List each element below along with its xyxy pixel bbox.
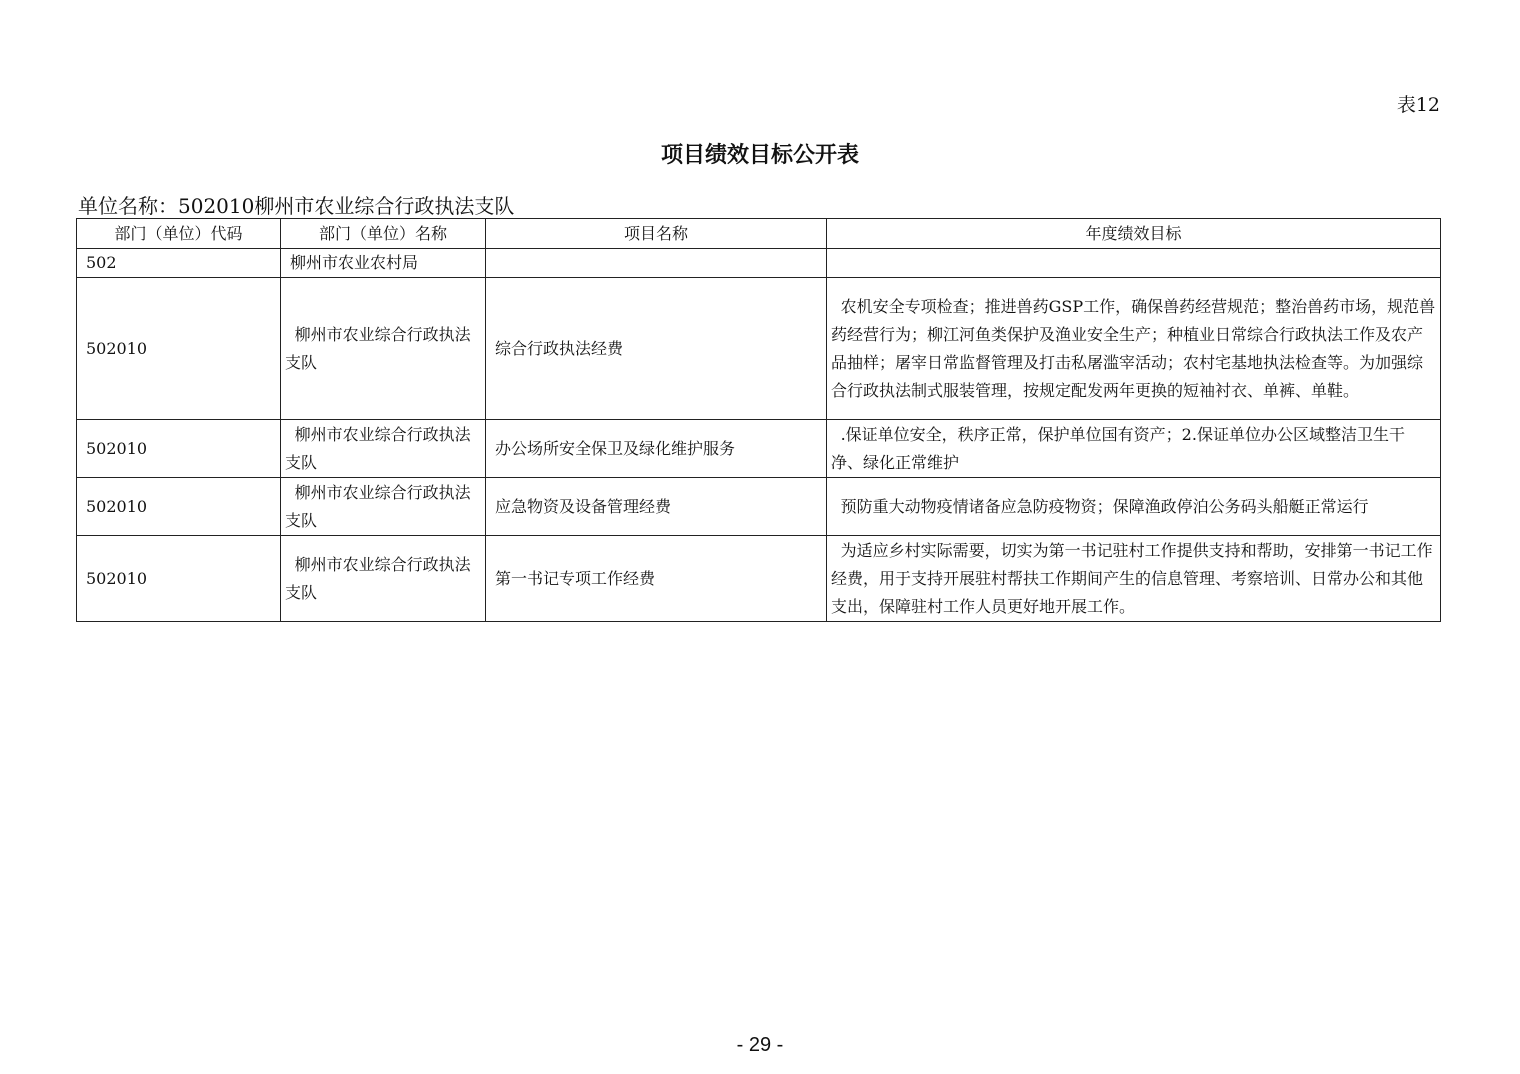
cell-annual-goal: 为适应乡村实际需要，切实为第一书记驻村工作提供支持和帮助，安排第一书记工作经费，用于支持开展驻村帮扶工作期间产生的信息管理、考察培训、日常办公和其他支出，保障驻村工作人员更好地开展工作。 xyxy=(827,536,1441,622)
table-row xyxy=(77,478,1441,536)
table-row xyxy=(77,536,1441,622)
unit-name-line: 单位名称：502010柳州市农业综合行政执法支队 xyxy=(78,194,515,218)
table-row xyxy=(77,278,1441,420)
cell-dept-code: 502 xyxy=(77,249,281,278)
performance-goals-table xyxy=(76,218,1441,622)
cell-dept-name: 柳州市农业综合行政执法支队 xyxy=(281,278,486,420)
table-header-row xyxy=(77,219,1441,249)
table-row xyxy=(77,249,1441,278)
header-annual-goal: 年度绩效目标 xyxy=(827,219,1441,249)
cell-dept-code: 502010 xyxy=(77,478,281,536)
header-dept-name: 部门（单位）名称 xyxy=(281,219,486,249)
cell-project-name xyxy=(486,249,827,278)
page-number: - 29 - xyxy=(736,1034,784,1056)
document-title: 项目绩效目标公开表 xyxy=(660,143,859,168)
table-row xyxy=(77,420,1441,478)
cell-project-name: 应急物资及设备管理经费 xyxy=(486,478,827,536)
table-number-label: 表12 xyxy=(1396,94,1440,116)
cell-dept-code: 502010 xyxy=(77,536,281,622)
cell-dept-code: 502010 xyxy=(77,278,281,420)
cell-dept-name: 柳州市农业农村局 xyxy=(281,249,486,278)
cell-dept-name: 柳州市农业综合行政执法支队 xyxy=(281,478,486,536)
cell-dept-code: 502010 xyxy=(77,420,281,478)
cell-annual-goal xyxy=(827,249,1441,278)
header-dept-code: 部门（单位）代码 xyxy=(77,219,281,249)
cell-project-name: 第一书记专项工作经费 xyxy=(486,536,827,622)
cell-annual-goal: 预防重大动物疫情诸备应急防疫物资；保障渔政停泊公务码头船艇正常运行 xyxy=(827,478,1441,536)
cell-annual-goal: 农机安全专项检查；推进兽药GSP工作，确保兽药经营规范；整治兽药市场，规范兽药经营行为；柳江河鱼类保护及渔业安全生产；种植业日常综合行政执法工作及农产品抽样；屠宰日常监督管理及打击私屠滥宰活动；农村宅基地执法检查等。为加强综合行政执法制式服装管理，按规定配发两年更换的短袖衬衣、单裤、单鞋。 xyxy=(827,278,1441,420)
cell-dept-name: 柳州市农业综合行政执法支队 xyxy=(281,536,486,622)
header-project-name: 项目名称 xyxy=(486,219,827,249)
cell-annual-goal: .保证单位安全，秩序正常，保护单位国有资产；2.保证单位办公区域整洁卫生干净、绿化正常维护 xyxy=(827,420,1441,478)
cell-project-name: 综合行政执法经费 xyxy=(486,278,827,420)
cell-dept-name: 柳州市农业综合行政执法支队 xyxy=(281,420,486,478)
cell-project-name: 办公场所安全保卫及绿化维护服务 xyxy=(486,420,827,478)
